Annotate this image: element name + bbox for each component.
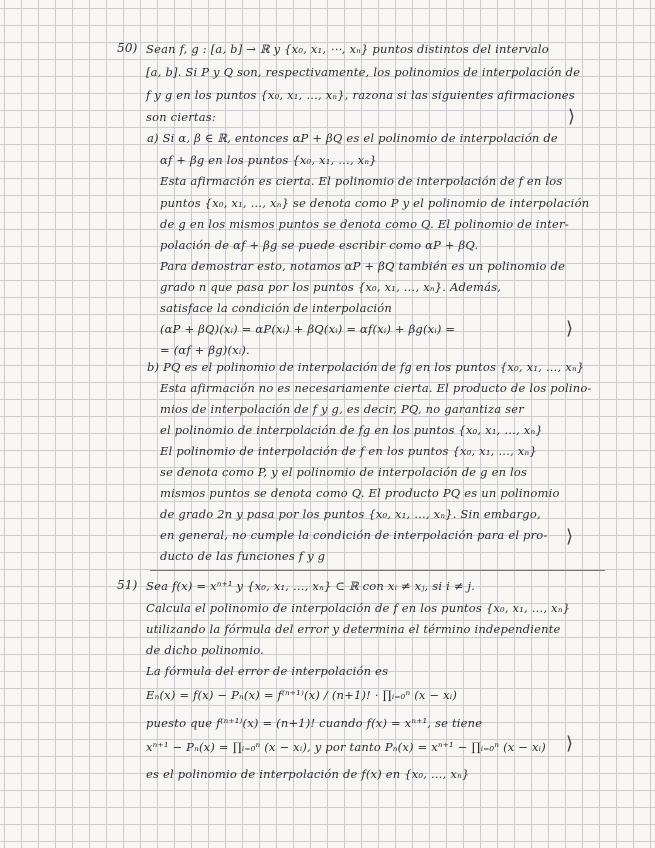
part-a-line: Esta afirmación es cierta. El polinomio de interpolación de f en los (160, 174, 563, 188)
error-formula: Eₙ(x) = f(x) − Pₙ(x) = f⁽ⁿ⁺¹⁾(x) / (n+1)! · ∏ᵢ₌₀ⁿ (x − xᵢ) (146, 688, 458, 702)
statement-line: [a, b]. Si P y Q son, respectivamente, los polinomios de interpolación de (146, 65, 581, 79)
part-a-line: de g en los mismos puntos se denota como Q. El polinomio de inter- (160, 217, 569, 231)
part-b-line: b) PQ es el polinomio de interpolación de fg en los puntos {x₀, x₁, …, xₙ} (147, 360, 585, 374)
statement-line: utilizando la fórmula del error y determina el término independiente (146, 622, 561, 636)
part-b-line: el polinomio de interpolación de fg en los puntos {x₀, x₁, …, xₙ} (160, 423, 543, 437)
statement-line: Calcula el polinomio de interpolación de f en los puntos {x₀, x₁, …, xₙ} (146, 601, 571, 615)
problem-number: 51) (117, 578, 138, 592)
solution-line: puesto que f⁽ⁿ⁺¹⁾(x) = (n+1)! cuando f(x) = xⁿ⁺¹, se tiene (146, 716, 483, 730)
statement-line: Sean f, g : [a, b] → ℝ y {x₀, x₁, ⋯, xₙ} puntos distintos del intervalo (146, 42, 549, 56)
check-mark: ⟩ (566, 526, 574, 547)
part-a-line: satisface la condición de interpolación (160, 301, 392, 315)
part-a-line: a) Si α, β ∈ ℝ, entonces αP + βQ es el polinomio de interpolación de (147, 131, 558, 145)
part-a-line: polación de αf + βg se puede escribir como αP + βQ. (160, 238, 479, 252)
solution-formula: xⁿ⁺¹ − Pₙ(x) = ∏ᵢ₌₀ⁿ (x − xᵢ), y por tanto Pₙ(x) = xⁿ⁺¹ − ∏ᵢ₌₀ⁿ (x − xᵢ) (146, 740, 546, 754)
part-b-line: mios de interpolación de f y g, es decir, PQ, no garantiza ser (160, 402, 524, 416)
statement-line: f y g en los puntos {x₀, x₁, …, xₙ}, razona si las siguientes afirmaciones (146, 88, 575, 102)
part-a-line: grado n que pasa por los puntos {x₀, x₁, …, xₙ}. Además, (160, 280, 502, 294)
problem-number: 50) (117, 41, 138, 55)
part-a-line: αf + βg en los puntos {x₀, x₁, …, xₙ} (160, 153, 377, 167)
statement-line: son ciertas: (146, 110, 216, 124)
section-divider (150, 570, 605, 571)
part-a-line: = (αf + βg)(xᵢ). (160, 343, 250, 357)
part-b-line: en general, no cumple la condición de interpolación para el pro- (160, 528, 548, 542)
part-b-line: de grado 2n y pasa por los puntos {x₀, x₁, …, xₙ}. Sin embargo, (160, 507, 541, 521)
part-b-line: se denota como P, y el polinomio de interpolación de g en los (160, 465, 528, 479)
check-mark: ⟩ (566, 318, 574, 339)
check-mark: ⟩ (566, 733, 574, 754)
statement-line: Sea f(x) = xⁿ⁺¹ y {x₀, x₁, …, xₙ} ⊂ ℝ con xᵢ ≠ xⱼ, si i ≠ j. (146, 579, 476, 593)
check-mark: ⟩ (568, 106, 576, 127)
part-b-line: ducto de las funciones f y g (160, 549, 326, 563)
part-b-line: Esta afirmación no es necesariamente cierta. El producto de los polino- (160, 381, 592, 395)
solution-line: La fórmula del error de interpolación es (146, 664, 389, 678)
part-a-line: puntos {x₀, x₁, …, xₙ} se denota como P y el polinomio de interpolación (160, 196, 590, 210)
part-b-line: mismos puntos se denota como Q. El producto PQ es un polinomio (160, 486, 560, 500)
statement-line: de dicho polinomio. (146, 643, 265, 657)
solution-line: es el polinomio de interpolación de f(x) en {x₀, …, xₙ} (146, 767, 470, 781)
part-b-line: El polinomio de interpolación de f en los puntos {x₀, x₁, …, xₙ} (160, 444, 537, 458)
part-a-line: Para demostrar esto, notamos αP + βQ también es un polinomio de (160, 259, 566, 273)
part-a-line: (αP + βQ)(xᵢ) = αP(xᵢ) + βQ(xᵢ) = αf(xᵢ) + βg(xᵢ) = (160, 322, 456, 336)
